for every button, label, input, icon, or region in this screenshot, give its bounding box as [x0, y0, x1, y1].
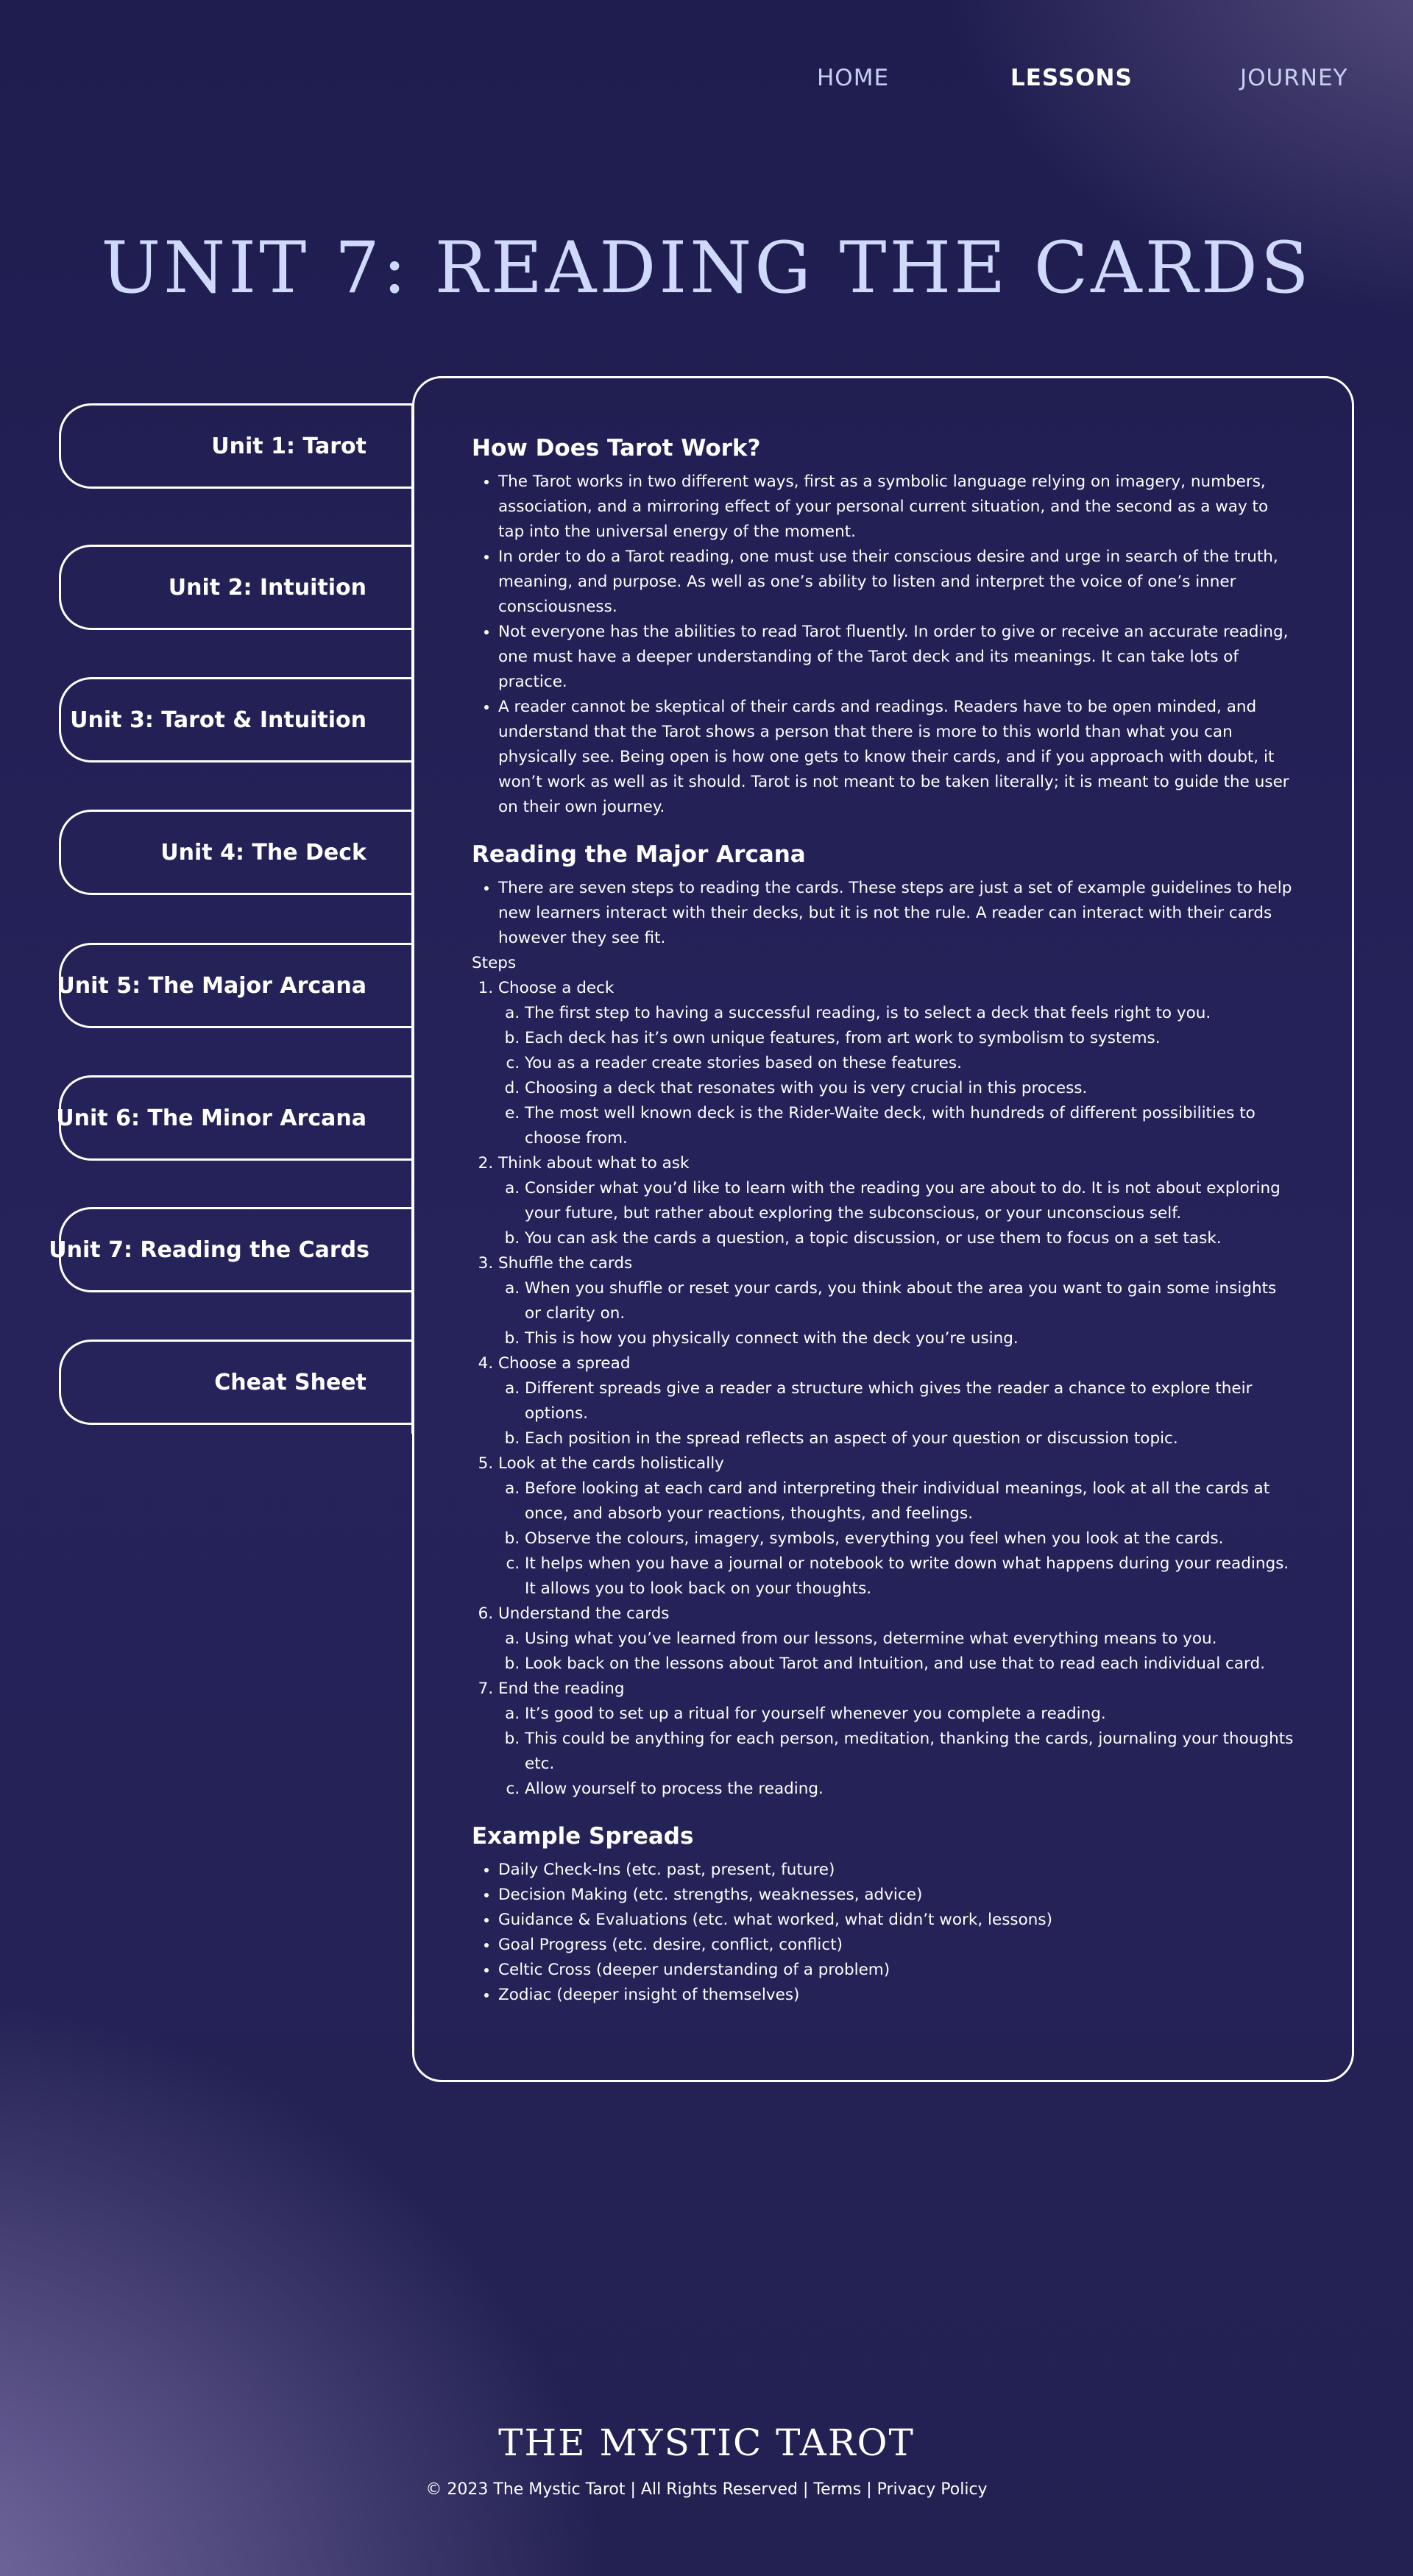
substep-item: a. When you shuffle or reset your cards, you think about the area you want to gain some insights or clarity on.	[525, 1276, 1296, 1326]
substep-item: a. Consider what you’d like to learn with the reading you are about to do. It is not about exploring your future, but rather about exploring the subconscious, or your unconscious self.	[525, 1176, 1296, 1226]
list-item: • Celtic Cross (deeper understanding of a problem)	[498, 1958, 1296, 1983]
substep-item: b. Each deck has it’s own unique features, from art work to symbolism to systems.	[525, 1026, 1296, 1051]
section-heading-example-spreads: Example Spreads	[472, 1823, 694, 1850]
footer-privacy-link[interactable]: Privacy Policy	[877, 2480, 988, 2499]
step-item	[498, 1351, 1296, 1451]
step-item	[498, 1602, 1296, 1677]
step-item	[498, 976, 1296, 1151]
step-title: Look at the cards holistically	[498, 1454, 724, 1473]
list-item: • There are seven steps to reading the cards. These steps are just a set of example guidelines to help new learners interact with their decks, but it is not the rule. A reader can interact with their cards however they see fit.	[498, 876, 1296, 951]
footer-logo: THE MYSTIC TAROT	[498, 2421, 915, 2464]
list-item: • Goal Progress (etc. desire, conflict, conflict)	[498, 1933, 1296, 1958]
step-title: Choose a deck	[498, 979, 615, 997]
major-arcana-intro-list	[472, 876, 1296, 951]
substep-item: b. Observe the colours, imagery, symbols, everything you feel when you look at the cards.	[525, 1526, 1296, 1551]
step-title: Understand the cards	[498, 1604, 670, 1623]
nav-lessons-link[interactable]: LESSONS	[1010, 65, 1133, 91]
top-nav	[0, 65, 1413, 99]
list-item: • Zodiac (deeper insight of themselves)	[498, 1983, 1296, 2008]
sidebar-tab-unit-3[interactable]: Unit 3: Tarot & Intuition	[59, 677, 412, 762]
substep-item: d. Choosing a deck that resonates with you is very crucial in this process.	[525, 1076, 1296, 1101]
step-title: Think about what to ask	[498, 1154, 690, 1172]
page-title: UNIT 7: READING THE CARDS	[101, 227, 1312, 309]
substep-item: a. The first step to having a successful reading, is to select a deck that feels right to you.	[525, 1001, 1296, 1026]
sidebar-tab-unit-6[interactable]: Unit 6: The Minor Arcana	[59, 1075, 412, 1161]
steps-list	[472, 976, 1296, 1802]
steps-label: Steps	[472, 954, 517, 972]
step-title: End the reading	[498, 1680, 625, 1698]
sidebar-tab-unit-5[interactable]: Unit 5: The Major Arcana	[59, 943, 412, 1028]
substep-item: b. Look back on the lessons about Tarot and Intuition, and use that to read each individual card.	[525, 1652, 1296, 1677]
step-title: Shuffle the cards	[498, 1254, 633, 1273]
how-tarot-works-list	[472, 470, 1296, 820]
sidebar-tab-unit-4[interactable]: Unit 4: The Deck	[59, 810, 412, 895]
step-item	[498, 1451, 1296, 1602]
substep-item: a. It’s good to set up a ritual for yourself whenever you complete a reading.	[525, 1702, 1296, 1727]
footer-separator: |	[802, 2480, 809, 2499]
substep-item: c. Allow yourself to process the reading.	[525, 1777, 1296, 1802]
substep-item: c. You as a reader create stories based on these features.	[525, 1051, 1296, 1076]
substep-item: b. This could be anything for each person, meditation, thanking the cards, journaling your thoughts etc.	[525, 1727, 1296, 1777]
list-item: • Not everyone has the abilities to read Tarot fluently. In order to give or receive an accurate reading, one must have a deeper understanding of the Tarot deck and its meanings. It can take lots of practice.	[498, 620, 1296, 695]
step-item	[498, 1677, 1296, 1802]
substep-item: c. It helps when you have a journal or notebook to write down what happens during your readings. It allows you to look back on your thoughts.	[525, 1551, 1296, 1602]
list-item: • A reader cannot be skeptical of their cards and readings. Readers have to be open minded, and understand that the Tarot shows a person that there is more to this world than what you can physically see. Being open is how one gets to know their cards, and if you approach with doubt, it won’t work as well as it should. Tarot is not meant to be taken literally; it is meant to guide the user on their own journey.	[498, 695, 1296, 820]
list-item: • The Tarot works in two different ways, first as a symbolic language relying on imagery, numbers, association, and a mirroring effect of your personal current situation, and the second as a way to tap into the universal energy of the moment.	[498, 470, 1296, 545]
step-item	[498, 1251, 1296, 1351]
list-item: • In order to do a Tarot reading, one must use their conscious desire and urge in search of the truth, meaning, and purpose. As well as one’s ability to listen and interpret the voice of one’s inner consciousness.	[498, 545, 1296, 620]
substep-item: b. You can ask the cards a question, a topic discussion, or use them to focus on a set task.	[525, 1226, 1296, 1251]
substep-item: a. Before looking at each card and interpreting their individual meanings, look at all the cards at once, and absorb your reactions, thoughts, and feelings.	[525, 1476, 1296, 1526]
sidebar-tab-unit-7-active[interactable]: Unit 7: Reading the Cards	[59, 1207, 412, 1292]
step-item	[498, 1151, 1296, 1251]
footer-terms-link[interactable]: Terms	[813, 2480, 862, 2499]
footer-copyright: © 2023 The Mystic Tarot | All Rights Reserved	[425, 2480, 798, 2499]
section-heading-how-tarot-works: How Does Tarot Work?	[472, 435, 761, 461]
nav-journey-link[interactable]: JOURNEY	[1240, 65, 1348, 91]
example-spreads-list	[472, 1858, 1296, 2008]
substep-item: b. This is how you physically connect with the deck you’re using.	[525, 1326, 1296, 1351]
lesson-content-panel	[412, 376, 1354, 2082]
section-heading-major-arcana: Reading the Major Arcana	[472, 841, 806, 868]
sidebar-tab-unit-1[interactable]: Unit 1: Tarot	[59, 403, 412, 489]
step-title: Choose a spread	[498, 1354, 631, 1373]
list-item: • Guidance & Evaluations (etc. what worked, what didn’t work, lessons)	[498, 1908, 1296, 1933]
substep-item: a. Different spreads give a reader a structure which gives the reader a chance to explore their options.	[525, 1376, 1296, 1426]
sidebar-tab-cheat-sheet[interactable]: Cheat Sheet	[59, 1340, 412, 1425]
sidebar-tab-unit-2[interactable]: Unit 2: Intuition	[59, 545, 412, 630]
nav-home-link[interactable]: HOME	[817, 65, 890, 91]
list-item: • Daily Check-Ins (etc. past, present, future)	[498, 1858, 1296, 1883]
substep-item: e. The most well known deck is the Rider-Waite deck, with hundreds of different possibilities to choose from.	[525, 1101, 1296, 1151]
list-item: • Decision Making (etc. strengths, weaknesses, advice)	[498, 1883, 1296, 1908]
substep-item: b. Each position in the spread reflects an aspect of your question or discussion topic.	[525, 1426, 1296, 1451]
footer-legal	[0, 2480, 1413, 2499]
substep-item: a. Using what you’ve learned from our lessons, determine what everything means to you.	[525, 1627, 1296, 1652]
footer-separator: |	[866, 2480, 872, 2499]
